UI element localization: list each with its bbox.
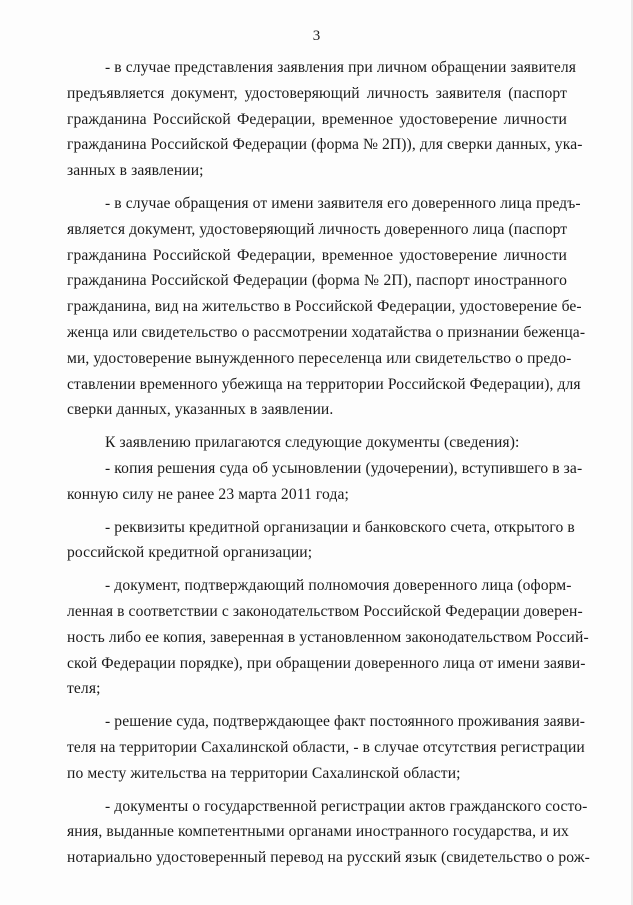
text-line: - реквизиты кредитной организации и банковского счета, открытого в xyxy=(105,518,575,536)
paragraph-gap xyxy=(67,184,567,191)
paragraph-gap xyxy=(67,702,567,709)
text-line: гражданина, вид на жительство в Российской Федерации, удостоверение бе- xyxy=(67,298,582,316)
text-line: ность либо ее копия, заверенная в установленном законодательством Россий- xyxy=(67,628,589,646)
text-line: российской кредитной организации; xyxy=(67,544,313,562)
text-line: сверки данных, указанных в заявлении. xyxy=(67,401,334,419)
text-line: - решение суда, подтверждающее факт постоянного проживания заяви- xyxy=(105,713,586,731)
page-number: 3 xyxy=(312,28,321,44)
text-line: гражданина Российской Федерации (форма № 2П)), для сверки данных, ука- xyxy=(67,136,583,154)
text-line: гражданина Российской Федерации (форма № 2П), паспорт иностранного xyxy=(67,272,567,290)
document-body xyxy=(67,55,590,871)
text-line: по месту жительства на территории Сахалинской области; xyxy=(67,764,461,782)
text-line: гражданина Российской Федерации, временное удостоверение личности xyxy=(67,246,567,264)
text-line: конную силу не ранее 23 марта 2011 года; xyxy=(67,485,349,503)
paragraph-gap xyxy=(67,566,567,573)
text-line: женца или свидетельство о рассмотрении ходатайства о признании беженца- xyxy=(67,323,586,341)
text-line: - в случае обращения от имени заявителя его доверенного лица предъ- xyxy=(105,194,581,212)
text-line: ленная в соответствии с законодательством Российской Федерации доверен- xyxy=(67,602,583,620)
text-line: ми, удостоверение вынужденного переселенца или свидетельство о предо- xyxy=(67,349,572,367)
text-line: нотариально удостоверенный перевод на русский язык (свидетельство о рож- xyxy=(67,849,590,867)
text-line: предъявляется документ, удостоверяющий личность заявителя (паспорт xyxy=(67,84,567,102)
paragraph-gap xyxy=(67,423,567,430)
text-line: теля на территории Сахалинской области, - в случае отсутствия регистрации xyxy=(67,738,585,756)
text-line: ставлении временного убежища на территории Российской Федерации), для xyxy=(67,375,581,393)
text-line: - документы о государственной регистрации актов гражданского состо- xyxy=(105,797,588,815)
paragraph-gap xyxy=(67,508,567,515)
text-line: ской Федерации порядке), при обращении доверенного лица от имени заяви- xyxy=(67,654,586,672)
paragraph-gap xyxy=(67,787,567,794)
text-line: - в случае представления заявления при личном обращении заявителя xyxy=(105,59,576,76)
text-line: яния, выданные компетентными органами иностранного государства, и их xyxy=(67,823,569,841)
text-line: - документ, подтверждающий полномочия доверенного лица (оформ- xyxy=(105,577,572,595)
text-line: К заявлению прилагаются следующие документы (сведения): xyxy=(105,434,520,452)
text-line: теля; xyxy=(67,680,101,698)
text-line: занных в заявлении; xyxy=(67,162,204,180)
text-line: гражданина Российской Федерации, временное удостоверение личности xyxy=(67,110,567,128)
text-line: - копия решения суда об усыновлении (удочерении), вступившего в за- xyxy=(105,459,583,477)
text-line: является документ, удостоверяющий личность доверенного лица (паспорт xyxy=(67,220,568,238)
